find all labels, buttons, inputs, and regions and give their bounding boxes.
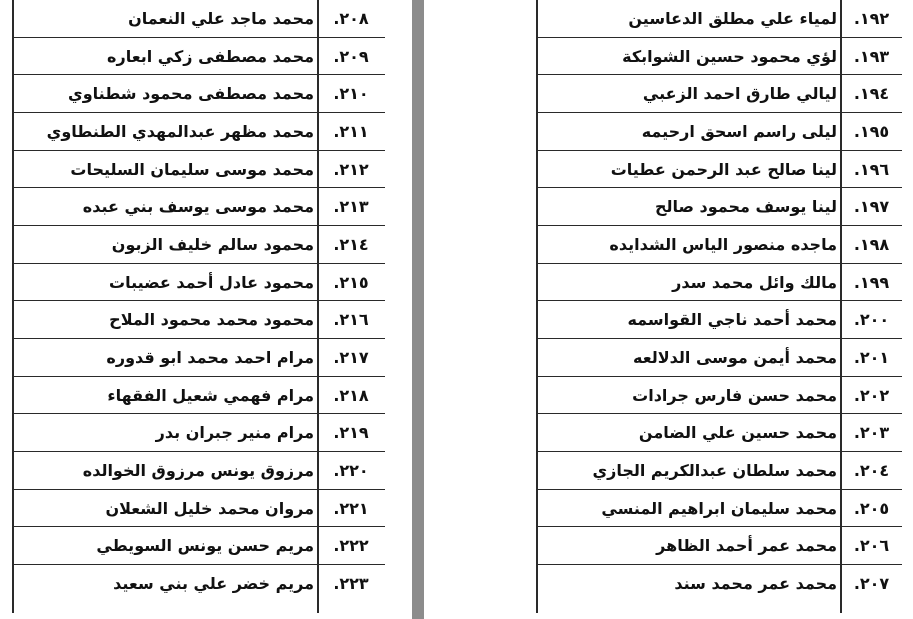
row-number: ٢٠٣. — [853, 423, 890, 443]
person-name: ليالي طارق احمد الزعبي — [642, 84, 837, 104]
row-number: ٢٠٥. — [853, 498, 890, 518]
person-name: مريم خضر علي بني سعيد — [113, 573, 314, 593]
row-number: ١٩٦. — [853, 159, 890, 179]
row-number: ٢١٨. — [333, 385, 369, 405]
person-name: محمود محمد محمود الملاح — [109, 310, 314, 330]
person-name: محمد مصطفى زكي ابعاره — [107, 46, 314, 66]
table-row — [12, 301, 385, 339]
table-row — [536, 565, 902, 603]
person-name: محمد سليمان ابراهيم المنسي — [601, 498, 837, 518]
row-number: ٢١٦. — [333, 310, 369, 330]
row-number: ٢١٧. — [333, 347, 369, 367]
person-name: ماجده منصور الياس الشدايده — [609, 234, 837, 254]
table-row — [12, 339, 385, 377]
person-name: محمد عمر أحمد الظاهر — [656, 536, 837, 556]
person-name: محمد مصطفى محمود شطناوي — [68, 84, 314, 104]
person-name: مرام منير جبران بدر — [155, 423, 314, 443]
person-name: مالك وائل محمد سدر — [672, 272, 837, 292]
table-row — [536, 301, 902, 339]
person-name: محمد سلطان عبدالكريم الجازي — [592, 460, 837, 480]
row-number: ١٩٤. — [853, 84, 890, 104]
person-name: محمد حسن فارس جرادات — [632, 385, 837, 405]
person-name: محمد حسين علي الضامن — [638, 423, 837, 443]
row-number: ٢٢٢. — [333, 536, 369, 556]
row-number: ٢١٥. — [333, 272, 369, 292]
row-number: ٢٠٠. — [853, 310, 890, 330]
row-number: ١٩٧. — [853, 197, 890, 217]
table-row — [12, 0, 385, 38]
table-row — [12, 264, 385, 302]
person-name: محمود عادل أحمد عضيبات — [109, 272, 314, 292]
table-row — [536, 490, 902, 528]
table-row — [536, 75, 902, 113]
table-row — [12, 527, 385, 565]
row-number: ١٩٢. — [853, 9, 890, 28]
person-name: مرزوق يونس مرزوق الخوالده — [82, 460, 314, 480]
person-name: مرام احمد محمد ابو قدوره — [106, 347, 314, 367]
person-name: لينا صالح عبد الرحمن عطيات — [610, 159, 837, 179]
table-row — [536, 527, 902, 565]
person-name: محمد أيمن موسى الدلالعه — [633, 347, 837, 367]
table-row — [536, 188, 902, 226]
person-name: محمد أحمد ناجي القواسمه — [627, 310, 837, 330]
row-number: ١٩٣. — [853, 46, 890, 66]
person-name: لمياء علي مطلق الدعاسين — [628, 9, 837, 28]
row-number: ٢١١. — [333, 121, 369, 141]
table-row — [12, 377, 385, 415]
row-number: ١٩٥. — [853, 121, 890, 141]
right-name-table — [536, 0, 902, 619]
left-name-table — [12, 0, 385, 619]
row-number: ٢١٠. — [333, 84, 369, 104]
row-number: ١٩٩. — [853, 272, 890, 292]
table-row — [536, 113, 902, 151]
table-row — [12, 565, 385, 603]
table-row — [12, 113, 385, 151]
row-number: ٢٢١. — [333, 498, 369, 518]
table-row — [536, 151, 902, 189]
row-number: ٢١٩. — [333, 423, 369, 443]
table-row — [12, 226, 385, 264]
row-number: ٢٠٤. — [853, 460, 890, 480]
row-number: ٢١٤. — [333, 234, 369, 254]
table-row — [12, 414, 385, 452]
table-row — [536, 264, 902, 302]
person-name: محمد موسى سليمان السليحات — [70, 159, 314, 179]
table-row — [536, 452, 902, 490]
table-row — [12, 188, 385, 226]
table-row — [12, 452, 385, 490]
row-number: ٢٢٣. — [333, 573, 369, 593]
table-row — [536, 226, 902, 264]
person-name: ليلى راسم اسحق ارحيمه — [641, 121, 837, 141]
row-number: ٢٠٧. — [853, 573, 890, 593]
table-row — [536, 339, 902, 377]
row-number: ٢٠١. — [853, 347, 890, 367]
person-name: محمد مظهر عبدالمهدي الطنطاوي — [46, 121, 314, 141]
table-row — [12, 38, 385, 76]
table-row — [536, 414, 902, 452]
person-name: محمد موسى يوسف بني عبده — [82, 197, 314, 217]
row-number: ٢٢٠. — [333, 460, 369, 480]
row-number: ٢٠٩. — [333, 46, 369, 66]
row-number: ٢١٣. — [333, 197, 369, 217]
row-number: ٢٠٨. — [333, 9, 369, 28]
row-number: ٢١٢. — [333, 159, 369, 179]
person-name: محمد عمر محمد سند — [674, 573, 837, 593]
person-name: مروان محمد خليل الشعلان — [105, 498, 314, 518]
table-row — [12, 75, 385, 113]
table-row — [536, 38, 902, 76]
person-name: محمد ماجد علي النعمان — [128, 9, 314, 28]
person-name: مرام فهمي شعيل الفقهاء — [107, 385, 314, 405]
row-number: ١٩٨. — [853, 234, 890, 254]
row-number: ٢٠٦. — [853, 536, 890, 556]
person-name: محمود سالم خليف الزبون — [111, 234, 314, 254]
person-name: مريم حسن يونس السويطي — [96, 536, 314, 556]
table-row — [12, 151, 385, 189]
row-number: ٢٠٢. — [853, 385, 890, 405]
table-row — [536, 377, 902, 415]
table-row — [12, 490, 385, 528]
page-divider — [412, 0, 424, 619]
person-name: لينا يوسف محمود صالح — [654, 197, 837, 217]
person-name: لؤي محمود حسين الشوابكة — [622, 46, 837, 66]
table-row — [536, 0, 902, 38]
